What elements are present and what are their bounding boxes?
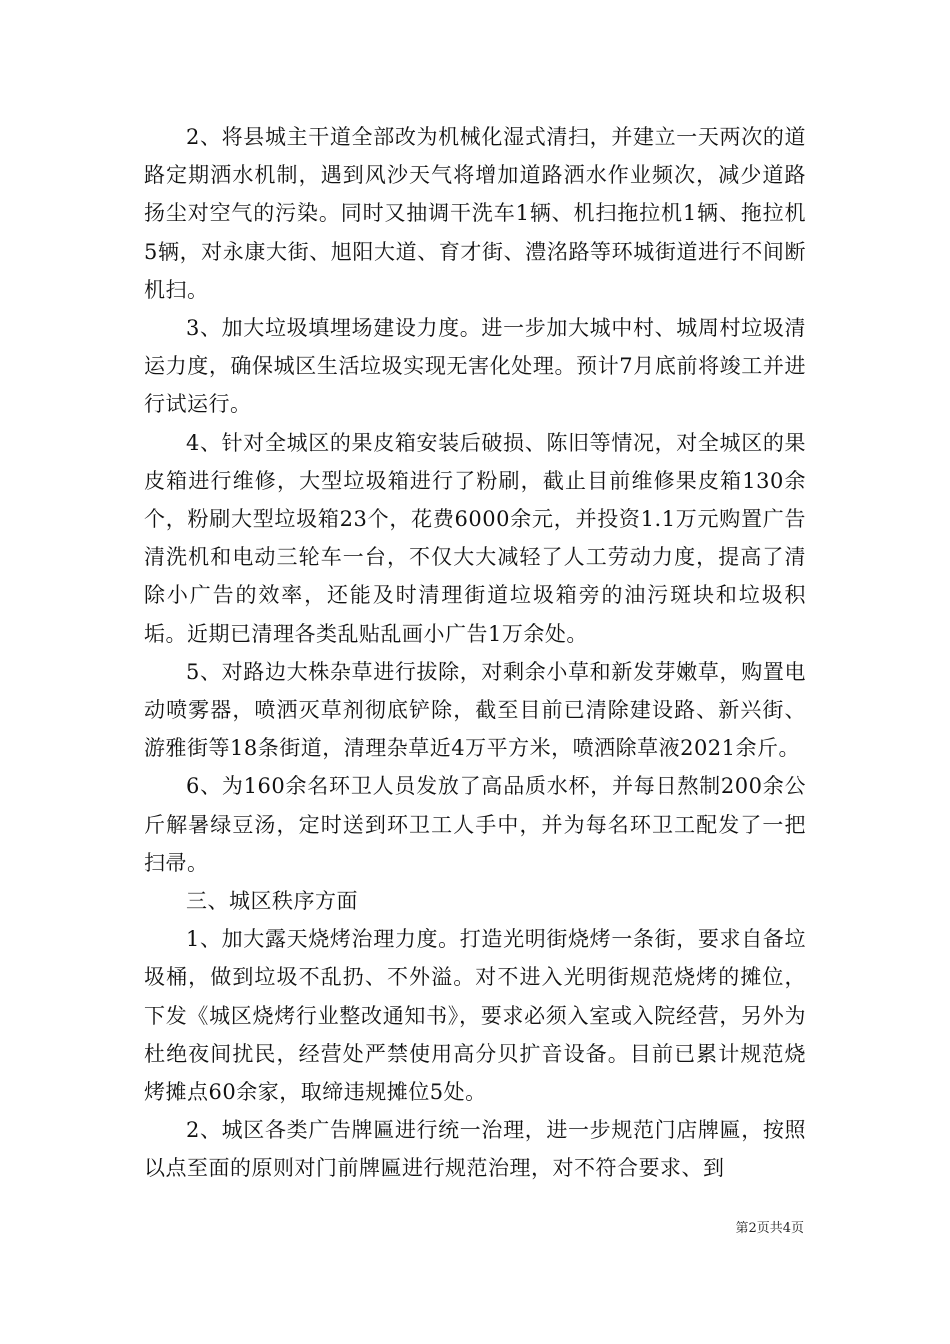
page-indicator: 第2页共4页: [735, 1221, 804, 1236]
paragraph-6-sanitation-workers: 6、为160余名环卫人员发放了高品质水杯，并每日熬制200余公斤解暑绿豆汤，定时送到环卫工人手中，并为每名环卫工配发了一把扫帚。: [144, 774, 806, 875]
document-body: [144, 118, 806, 1188]
paragraph-3-landfill: 3、加大垃圾填埋场建设力度。进一步加大城中村、城周村垃圾清运力度，确保城区生活垃圾实现无害化处理。预计7月底前将竣工并进行试运行。: [144, 316, 806, 417]
section-heading-city-order: 三、城区秩序方面: [186, 889, 358, 914]
paragraph-5-weeds: 5、对路边大株杂草进行拔除，对剩余小草和新发芽嫩草，购置电动喷雾器，喷洒灭草剂彻底铲除，截至目前已清除建设路、新兴街、游雅街等18条街道，清理杂草近4万平方米，喷洒除草液2021余斤。: [144, 659, 806, 761]
paragraph-2-signboards: 2、城区各类广告牌匾进行统一治理，进一步规范门店牌匾，按照以点至面的原则对门前牌匾进行规范治理，对不符合要求、到: [144, 1118, 806, 1181]
paragraph-2-road-cleaning: 2、将县城主干道全部改为机械化湿式清扫，并建立一天两次的道路定期洒水机制，遇到风沙天气将增加道路洒水作业频次，减少道路扬尘对空气的污染。同时又抽调干洗车1辆、机扫拖拉机1辆、拖拉机5辆，对永康大街、旭阳大道、育才街、澧洺路等环城街道进行不间断机扫。: [144, 125, 806, 302]
paragraph-1-barbecue: 1、加大露天烧烤治理力度。打造光明街烧烤一条街，要求自备垃圾桶，做到垃圾不乱扔、不外溢。对不进入光明街规范烧烤的摊位，下发《城区烧烤行业整改通知书》，要求必须入室或入院经营，另外为杜绝夜间扰民，经营处严禁使用高分贝扩音设备。目前已累计规范烧烤摊点60余家，取缔违规摊位5处。: [144, 927, 806, 1105]
paragraph-4-trash-bins: 4、针对全城区的果皮箱安装后破损、陈旧等情况，对全城区的果皮箱进行维修，大型垃圾箱进行了粉刷，截止目前维修果皮箱130余个，粉刷大型垃圾箱23个，花费6000余元，并投资1.1万元购置广告清洗机和电动三轮车一台，不仅大大减轻了人工劳动力度，提高了清除小广告的效率，还能及时清理街道垃圾箱旁的油污斑块和垃圾积垢。近期已清理各类乱贴乱画小广告1万余处。: [144, 430, 806, 646]
